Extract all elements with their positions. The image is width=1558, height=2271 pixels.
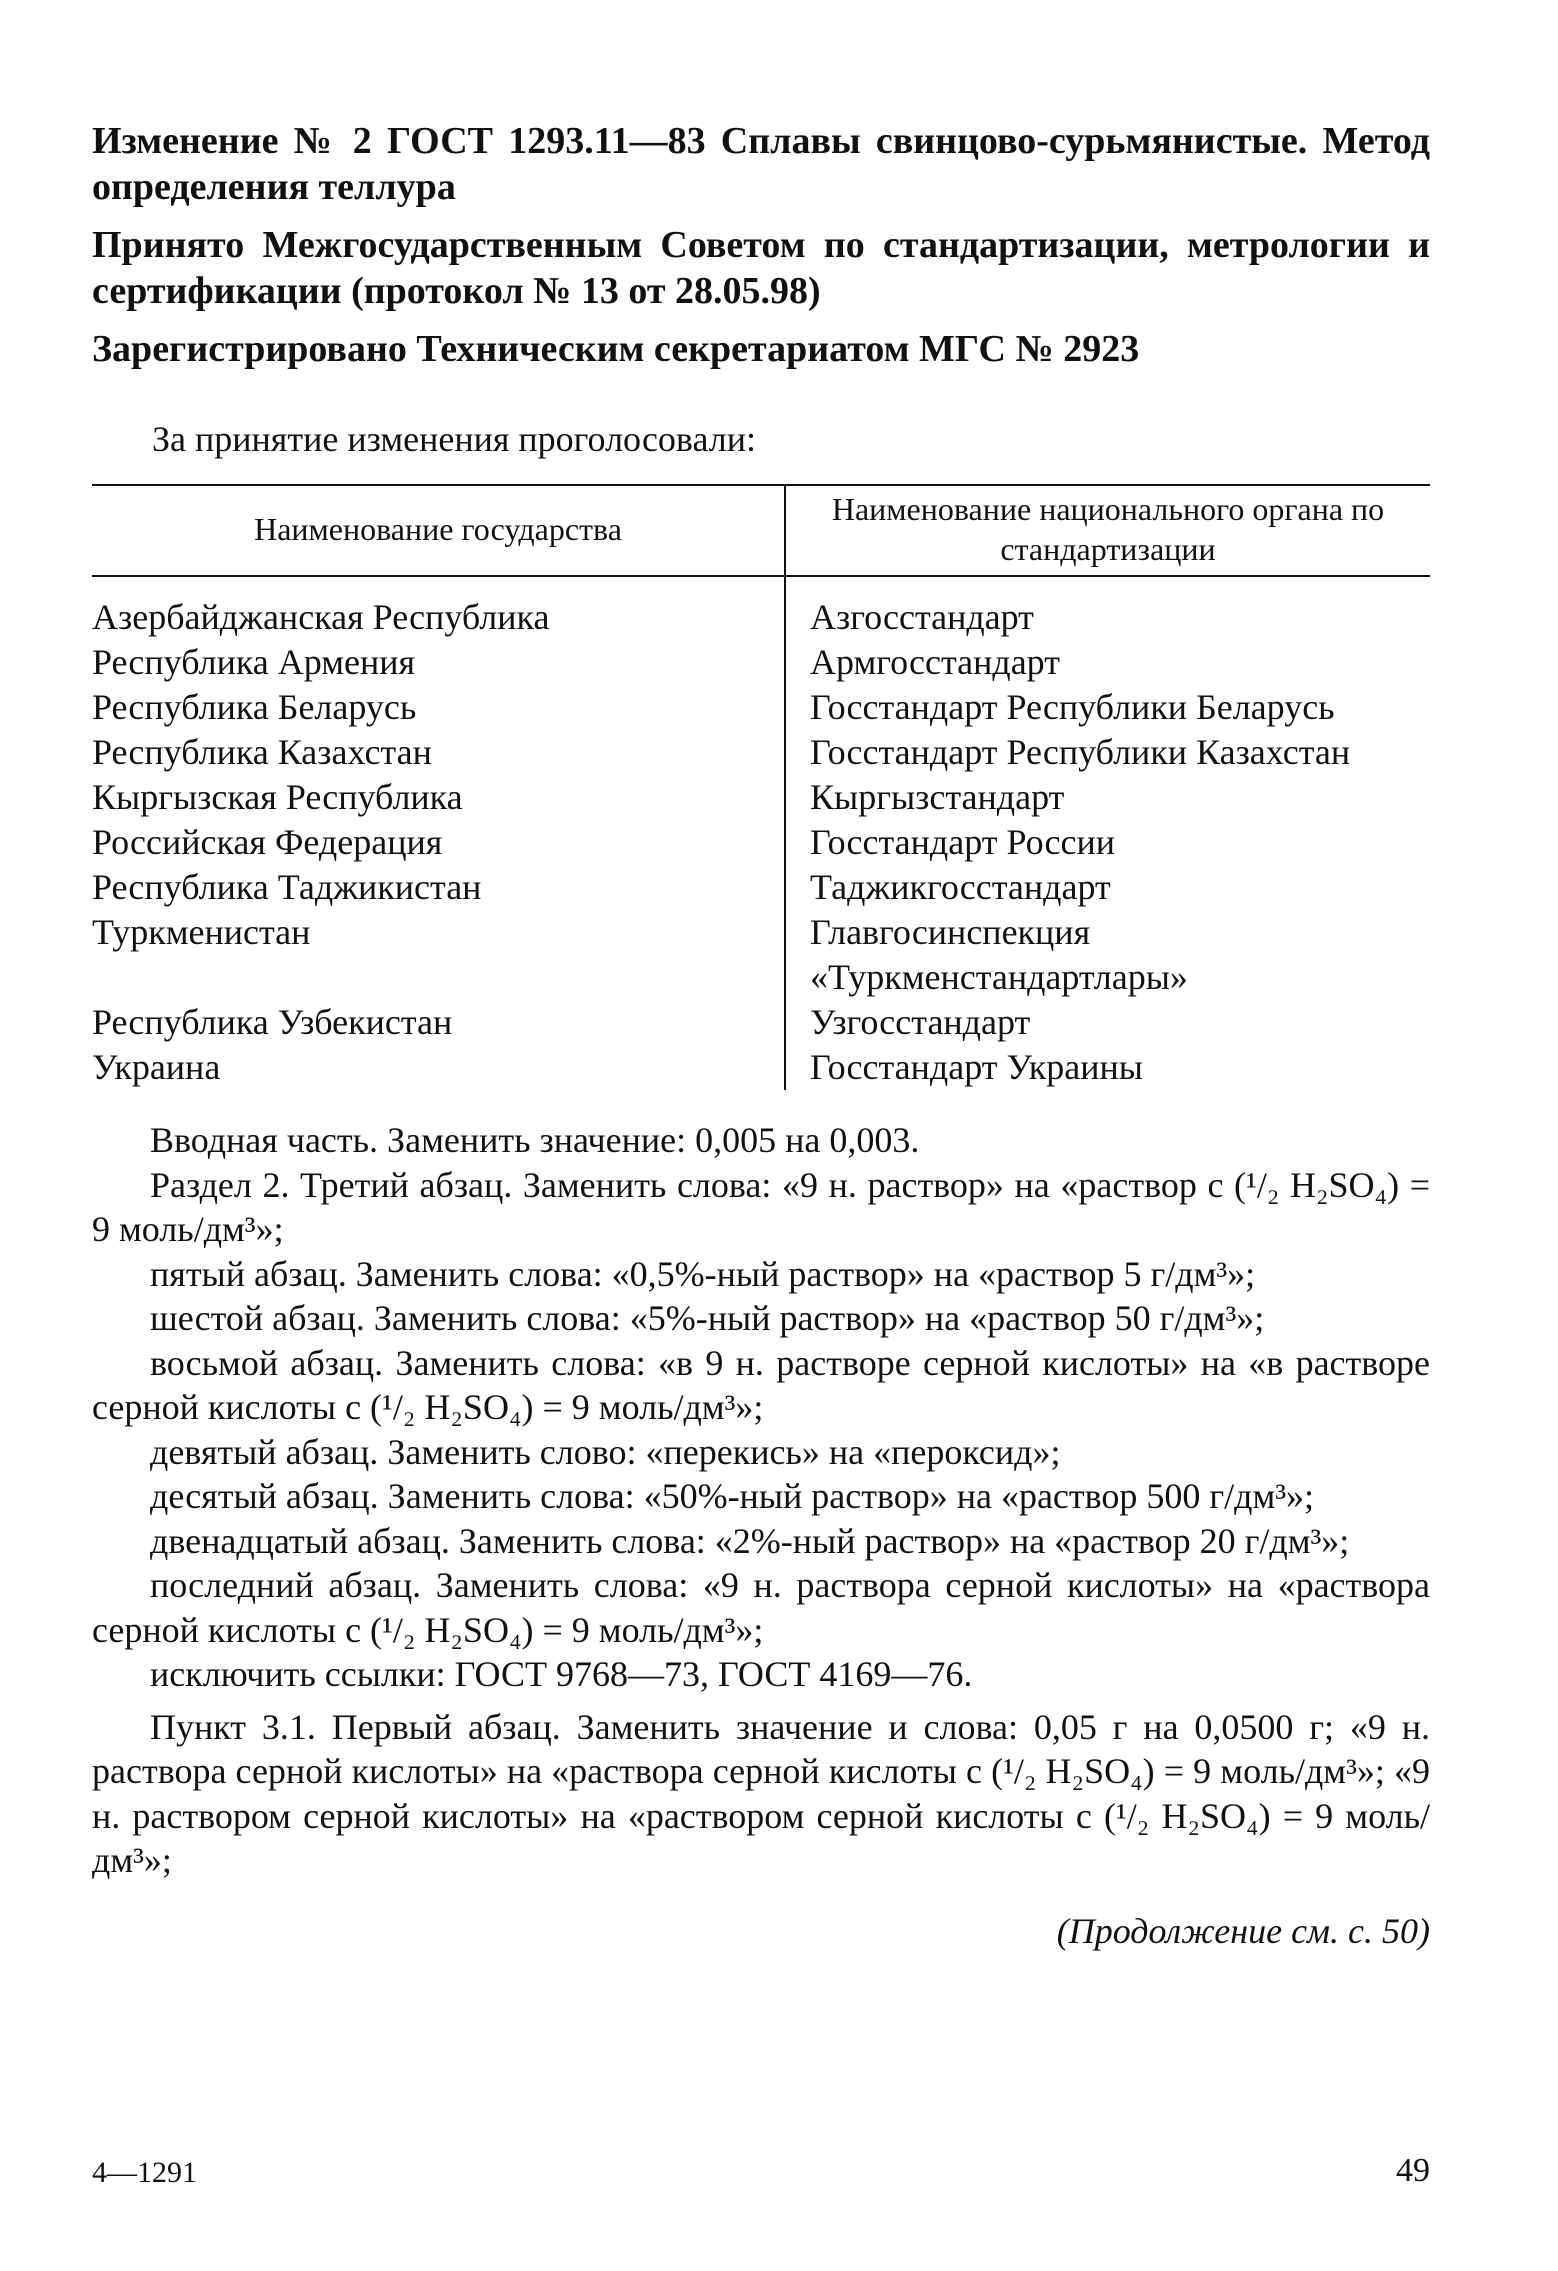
standards-body: Узгосстандарт [810, 1002, 1031, 1042]
amendment-paragraph: восьмой абзац. Заменить слова: «в 9 н. растворе серной кислоты» на «в растворе серной кислоты c (¹/₂ H₂SO₄) = 9 моль/дм³»; [92, 1342, 1430, 1427]
standards-body: Азгосстандарт [810, 597, 1034, 637]
vote-intro: За принятие изменения проголосовали: [152, 419, 756, 459]
amendment-paragraph: Раздел 2. Третий абзац. Заменить слова: «9 н. раствор» на «раствор c (¹/₂ H₂SO₄) = 9 моль/дм³»; [92, 1164, 1430, 1249]
amendment-paragraph: пятый абзац. Заменить слова: «0,5%-ный раствор» на «раствор 5 г/дм³»; [150, 1253, 1256, 1294]
page-content [92, 118, 1430, 1953]
col-state-header: Наименование государства [92, 485, 785, 576]
table-header-row [92, 485, 1430, 576]
table-row [92, 685, 1430, 730]
table-row [92, 640, 1430, 685]
table-row [92, 1045, 1430, 1090]
amendment-paragraph: Вводная часть. Заменить значение: 0,005 на 0,003. [150, 1120, 920, 1160]
state-name: Азербайджанская Республика [92, 576, 785, 640]
voting-table [92, 484, 1430, 1090]
amendment-paragraph: последний абзац. Заменить слова: «9 н. раствора серной кислоты» на «раствора серной кислоты c (¹/₂ H₂SO₄) = 9 моль/дм³»; [92, 1565, 1430, 1650]
amendment-paragraph: десятый абзац. Заменить слова: «50%-ный раствор» на «раствор 500 г/дм³»; [150, 1476, 1315, 1516]
amendment-title: Изменение № 2 ГОСТ 1293.11—83 Сплавы свинцово-сурьмянистые. Метод определения теллура [92, 120, 1430, 208]
standards-body: Главгосинспекция «Туркменстандартлары» [810, 912, 1188, 997]
table-row [92, 576, 1430, 640]
state-name: Туркменистан [92, 910, 785, 1000]
col-body-header: Наименование национального органа по стандартизации [785, 485, 1430, 576]
amendment-paragraph: двенадцатый абзац. Заменить слова: «2%-ный раствор» на «раствор 20 г/дм³»; [150, 1520, 1350, 1561]
state-name: Республика Казахстан [92, 730, 785, 775]
registration-note: Зарегистрировано Техническим секретариатом МГС № 2923 [92, 328, 1140, 370]
amendment-paragraph: шестой абзац. Заменить слова: «5%-ный раствор» на «раствор 50 г/дм³»; [150, 1298, 1265, 1338]
table-row [92, 775, 1430, 820]
print-code: 4—1291 [92, 2156, 197, 2189]
amendment-paragraph: девятый абзац. Заменить слово: «перекись» на «пероксид»; [150, 1431, 1061, 1472]
state-name: Республика Беларусь [92, 685, 785, 730]
state-name: Республика Узбекистан [92, 1000, 785, 1045]
amendment-text [92, 1118, 1430, 1883]
standards-body: Таджикгосстандарт [810, 867, 1111, 907]
state-name: Республика Армения [92, 640, 785, 685]
table-row [92, 1000, 1430, 1045]
standards-body: Госстандарт Украины [810, 1047, 1143, 1087]
amendment-paragraph: Пункт 3.1. Первый абзац. Заменить значение и слова: 0,05 г на 0,0500 г; «9 н. раствора серной кислоты» на «раствора серной кислоты c (¹/₂ H₂SO₄) = 9 моль/дм³»; «9 н. раствором серной кислоты» на «раствором серной кислоты c (¹/₂ H₂SO₄) = 9 моль/дм³»; [92, 1706, 1430, 1880]
table-row [92, 820, 1430, 865]
adoption-note: Принято Межгосударственным Советом по стандартизации, метрологии и сертификации (протокол № 13 от 28.05.98) [92, 224, 1430, 312]
state-name: Украина [92, 1045, 785, 1090]
continuation-note: (Продолжение см. с. 50) [1056, 1910, 1430, 1951]
table-row [92, 730, 1430, 775]
state-name: Кыргызская Республика [92, 775, 785, 820]
standards-body: Госстандарт Республики Казахстан [810, 732, 1351, 772]
table-row [92, 865, 1430, 910]
state-name: Российская Федерация [92, 820, 785, 865]
standards-body: Кыргызстандарт [810, 777, 1065, 817]
amendment-paragraph: исключить ссылки: ГОСТ 9768—73, ГОСТ 4169—76. [150, 1654, 973, 1694]
standards-body: Армгосстандарт [810, 642, 1060, 682]
state-name: Республика Таджикистан [92, 865, 785, 910]
page-number: 49 [1396, 2152, 1430, 2189]
table-row [92, 910, 1430, 1000]
standards-body: Госстандарт Республики Беларусь [810, 687, 1335, 727]
standards-body: Госстандарт России [810, 822, 1115, 862]
